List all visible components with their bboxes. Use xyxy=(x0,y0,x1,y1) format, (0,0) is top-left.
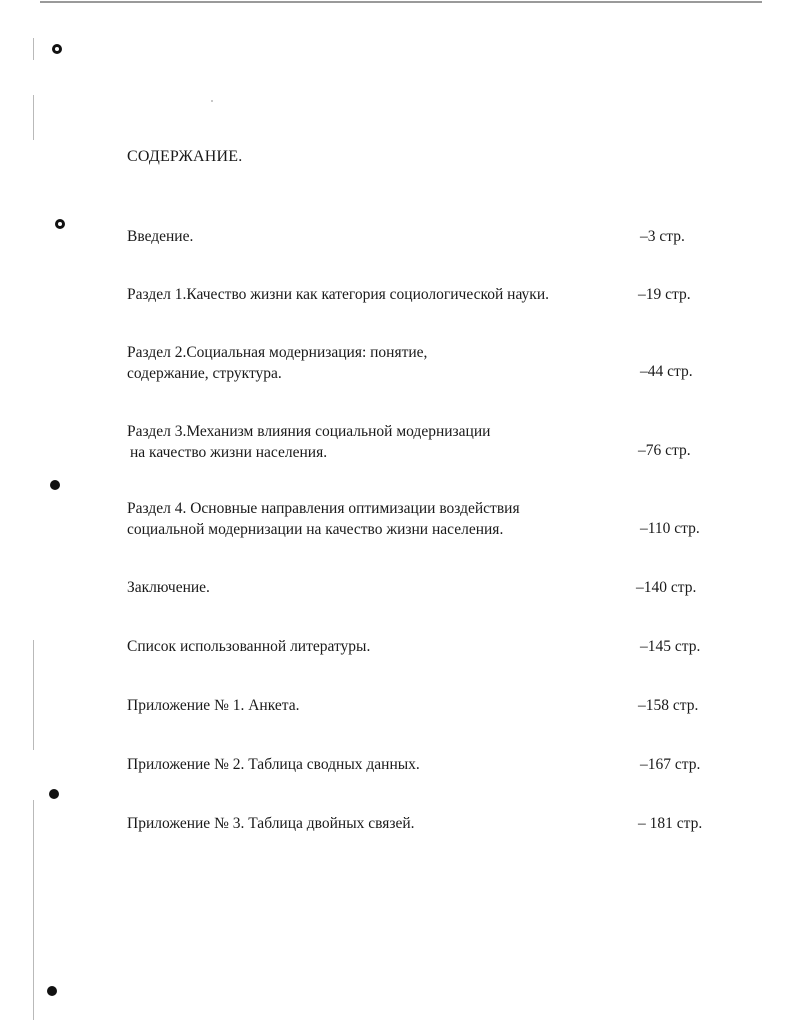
toc-entry xyxy=(127,636,370,657)
margin-line xyxy=(33,640,34,750)
toc-page-number: –3 стр. xyxy=(640,228,685,245)
margin-line xyxy=(33,800,34,1020)
toc-entry-text: содержание, структура. xyxy=(127,365,282,382)
toc-entry-text: Введение. xyxy=(127,228,194,245)
punch-hole xyxy=(47,986,57,996)
toc-entry xyxy=(127,695,299,716)
toc-page-number: – 181 стр. xyxy=(638,815,703,832)
toc-entry xyxy=(127,754,420,775)
toc-entry-text: социальной модернизации на качество жизни населения. xyxy=(127,521,504,538)
toc-entry-text: Раздел 3.Механизм влияния социальной модернизации xyxy=(127,423,491,440)
toc-entry xyxy=(127,498,520,540)
margin-line xyxy=(33,38,34,60)
toc-entry xyxy=(127,226,193,247)
scan-speck xyxy=(211,100,213,102)
toc-entry-text: Приложение № 1. Анкета. xyxy=(127,697,300,714)
toc-page-number: –158 стр. xyxy=(638,697,699,714)
toc-page-number: –140 стр. xyxy=(636,579,697,596)
toc-entry xyxy=(127,577,210,598)
toc-entry-text: Раздел 4. Основные направления оптимизации воздействия xyxy=(127,500,520,517)
toc-entry-text: на качество жизни населения. xyxy=(130,444,328,461)
punch-hole xyxy=(49,789,59,799)
toc-entry xyxy=(127,284,549,305)
toc-title: СОДЕРЖАНИЕ. xyxy=(127,148,243,165)
margin-line xyxy=(33,95,34,140)
toc-page-number: –110 стр. xyxy=(640,520,700,537)
toc-entry-text: Приложение № 3. Таблица двойных связей. xyxy=(127,815,415,832)
toc-page-number: –44 стр. xyxy=(640,363,693,380)
toc-entry-text: Приложение № 2. Таблица сводных данных. xyxy=(127,756,420,773)
toc-entry xyxy=(127,813,415,834)
toc-page-number: –145 стр. xyxy=(640,638,701,655)
toc-page-number: –19 стр. xyxy=(638,286,691,303)
punch-hole xyxy=(50,480,60,490)
toc-entry-text: Раздел 1.Качество жизни как категория социологической науки. xyxy=(127,286,550,303)
toc-entry xyxy=(127,421,490,463)
punch-hole xyxy=(52,44,62,54)
toc-entry-text: Список использованной литературы. xyxy=(127,638,371,655)
top-border-line xyxy=(40,1,762,3)
toc-entry xyxy=(127,342,427,384)
toc-page-number: –76 стр. xyxy=(638,442,691,459)
toc-entry-text: Заключение. xyxy=(127,579,210,596)
toc-page-number: –167 стр. xyxy=(640,756,701,773)
toc-entry-text: Раздел 2.Социальная модернизация: понятие, xyxy=(127,344,428,361)
punch-hole xyxy=(55,219,65,229)
